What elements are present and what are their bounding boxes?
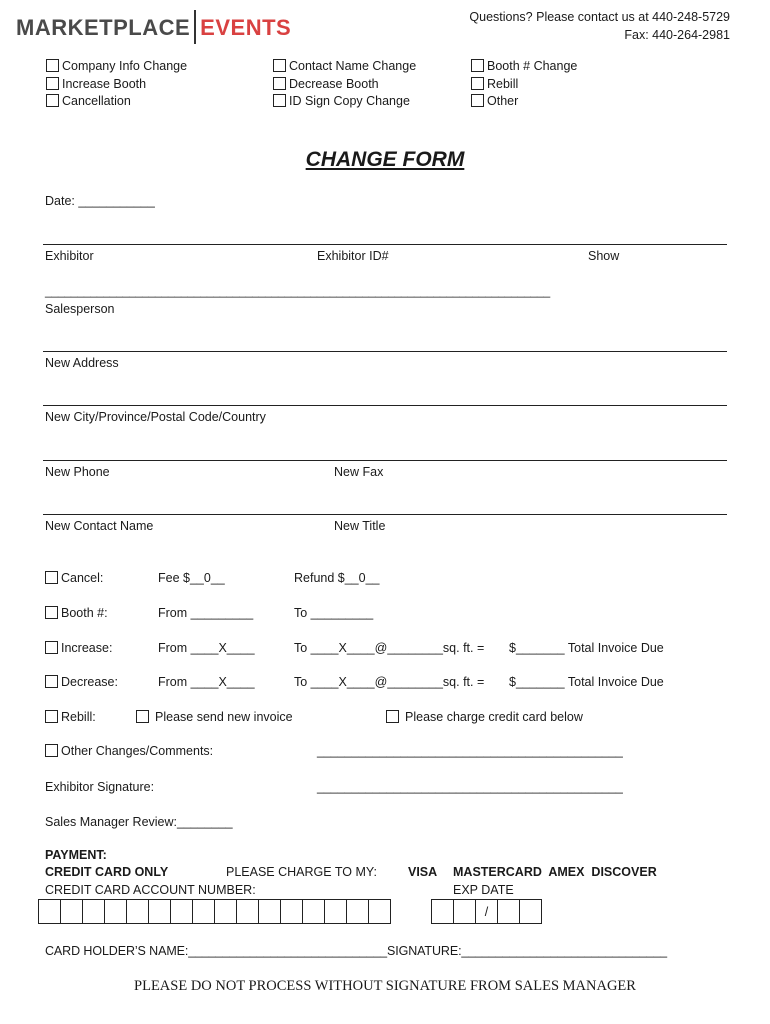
checkbox[interactable] bbox=[45, 641, 58, 654]
increase-option[interactable]: Increase: bbox=[45, 641, 112, 655]
account-number-boxes[interactable] bbox=[38, 899, 390, 924]
checkbox[interactable] bbox=[45, 606, 58, 619]
please-charge-label: PLEASE CHARGE TO MY: bbox=[226, 865, 377, 879]
checkbox[interactable] bbox=[273, 59, 286, 72]
digit-box[interactable] bbox=[236, 899, 259, 924]
change-types-col2 bbox=[273, 58, 416, 111]
new-contact-label: New Contact Name bbox=[45, 519, 154, 533]
new-title-label: New Title bbox=[334, 519, 386, 533]
other-changes-line[interactable]: ____________________________________________ bbox=[317, 744, 623, 758]
exhibitor-id-label: Exhibitor ID# bbox=[317, 249, 389, 263]
digit-box[interactable] bbox=[258, 899, 281, 924]
show-label: Show bbox=[588, 249, 620, 263]
card-holder-signature-line[interactable]: CARD HOLDER’S NAME:_____________________________SIGNATURE:______________________________ bbox=[45, 944, 667, 958]
checkbox[interactable] bbox=[46, 59, 59, 72]
decrease-from[interactable]: From ____X____ bbox=[158, 675, 255, 689]
digit-box[interactable] bbox=[148, 899, 171, 924]
contact-phone: Questions? Please contact us at 440-248-5729 bbox=[469, 10, 730, 24]
exhibitor-signature-label: Exhibitor Signature: bbox=[45, 780, 155, 794]
send-invoice-option[interactable]: Please send new invoice bbox=[136, 710, 293, 724]
salesperson-label: Salesperson bbox=[45, 302, 115, 316]
salesperson-line[interactable]: ______________________________________________________________________________ bbox=[45, 284, 550, 298]
digit-box[interactable] bbox=[60, 899, 83, 924]
payment-heading: PAYMENT: bbox=[45, 848, 107, 862]
digit-box[interactable] bbox=[214, 899, 237, 924]
checkbox[interactable] bbox=[471, 59, 484, 72]
decrease-to[interactable]: To ____X____@________sq. ft. = bbox=[294, 675, 485, 689]
checkbox[interactable] bbox=[136, 710, 149, 723]
form-title: CHANGE FORM bbox=[305, 148, 465, 171]
checkbox[interactable] bbox=[386, 710, 399, 723]
checkbox[interactable] bbox=[46, 77, 59, 90]
exp-digit-box[interactable] bbox=[453, 899, 476, 924]
contact-fax: Fax: 440-264-2981 bbox=[624, 28, 730, 42]
change-types-col3 bbox=[471, 58, 577, 111]
change-type-booth-number[interactable]: Booth # Change bbox=[471, 58, 577, 76]
new-address-label: New Address bbox=[45, 356, 119, 370]
checkbox[interactable] bbox=[471, 77, 484, 90]
logo-events-text: EVENTS bbox=[200, 15, 292, 40]
new-fax-label: New Fax bbox=[334, 465, 384, 479]
exp-slash-box: / bbox=[475, 899, 498, 924]
change-type-contact-name[interactable]: Contact Name Change bbox=[273, 58, 416, 76]
digit-box[interactable] bbox=[368, 899, 391, 924]
change-type-rebill[interactable]: Rebill bbox=[471, 76, 577, 94]
new-phone-line[interactable] bbox=[43, 460, 727, 461]
sales-manager-review[interactable]: Sales Manager Review:________ bbox=[45, 815, 233, 829]
new-address-line[interactable] bbox=[43, 351, 727, 352]
rebill-option[interactable]: Rebill: bbox=[45, 710, 96, 724]
exp-digit-box[interactable] bbox=[497, 899, 520, 924]
cancel-refund: Refund $__0__ bbox=[294, 571, 380, 585]
booth-from[interactable]: From _________ bbox=[158, 606, 254, 620]
digit-box[interactable] bbox=[170, 899, 193, 924]
exp-digit-box[interactable] bbox=[519, 899, 542, 924]
checkbox[interactable] bbox=[273, 77, 286, 90]
exhibitor-signature-line[interactable]: ____________________________________________ bbox=[317, 780, 623, 794]
visa-label: VISA bbox=[408, 865, 438, 879]
exp-digit-box[interactable] bbox=[431, 899, 454, 924]
exhibitor-line[interactable] bbox=[43, 244, 727, 245]
increase-to[interactable]: To ____X____@________sq. ft. = bbox=[294, 641, 485, 655]
charge-card-option[interactable]: Please charge credit card below bbox=[386, 710, 583, 724]
logo-divider bbox=[194, 10, 196, 44]
digit-box[interactable] bbox=[126, 899, 149, 924]
change-type-decrease-booth[interactable]: Decrease Booth bbox=[273, 76, 416, 94]
checkbox[interactable] bbox=[45, 710, 58, 723]
change-type-id-sign[interactable]: ID Sign Copy Change bbox=[273, 93, 416, 111]
marketplace-events-logo bbox=[16, 10, 291, 44]
digit-box[interactable] bbox=[324, 899, 347, 924]
checkbox[interactable] bbox=[45, 744, 58, 757]
new-contact-line[interactable] bbox=[43, 514, 727, 515]
digit-box[interactable] bbox=[302, 899, 325, 924]
checkbox[interactable] bbox=[471, 94, 484, 107]
cancel-fee: Fee $__0__ bbox=[158, 571, 225, 585]
new-phone-label: New Phone bbox=[45, 465, 110, 479]
booth-option[interactable]: Booth #: bbox=[45, 606, 108, 620]
checkbox[interactable] bbox=[46, 94, 59, 107]
digit-box[interactable] bbox=[346, 899, 369, 924]
footer-notice: PLEASE DO NOT PROCESS WITHOUT SIGNATURE FROM SALES MANAGER bbox=[134, 978, 636, 994]
booth-to[interactable]: To _________ bbox=[294, 606, 374, 620]
exhibitor-label: Exhibitor bbox=[45, 249, 94, 263]
other-cards-label: MASTERCARD AMEX DISCOVER bbox=[453, 865, 657, 879]
exp-date-label: EXP DATE bbox=[453, 883, 514, 897]
increase-from[interactable]: From ____X____ bbox=[158, 641, 255, 655]
digit-box[interactable] bbox=[82, 899, 105, 924]
checkbox[interactable] bbox=[273, 94, 286, 107]
exp-date-boxes[interactable] bbox=[431, 899, 541, 924]
increase-total[interactable]: $_______ Total Invoice Due bbox=[509, 641, 664, 655]
digit-box[interactable] bbox=[104, 899, 127, 924]
cancel-option[interactable]: Cancel: bbox=[45, 571, 103, 585]
change-type-increase-booth[interactable]: Increase Booth bbox=[46, 76, 187, 94]
checkbox[interactable] bbox=[45, 571, 58, 584]
digit-box[interactable] bbox=[280, 899, 303, 924]
credit-card-only: CREDIT CARD ONLY bbox=[45, 865, 169, 879]
other-changes-option[interactable]: Other Changes/Comments: bbox=[45, 744, 213, 758]
account-number-label: CREDIT CARD ACCOUNT NUMBER: bbox=[45, 883, 256, 897]
checkbox[interactable] bbox=[45, 675, 58, 688]
change-type-company-info[interactable]: Company Info Change bbox=[46, 58, 187, 76]
digit-box[interactable] bbox=[38, 899, 61, 924]
decrease-total[interactable]: $_______ Total Invoice Due bbox=[509, 675, 664, 689]
digit-box[interactable] bbox=[192, 899, 215, 924]
change-type-cancellation[interactable]: Cancellation bbox=[46, 93, 187, 111]
logo-marketplace-text: MARKETPLACE bbox=[16, 15, 191, 40]
change-types-col1 bbox=[46, 58, 187, 111]
decrease-option[interactable]: Decrease: bbox=[45, 675, 118, 689]
contact-info bbox=[469, 8, 730, 44]
new-city-label: New City/Province/Postal Code/Country bbox=[45, 410, 266, 424]
change-type-other[interactable]: Other bbox=[471, 93, 577, 111]
date-field[interactable]: Date: ___________ bbox=[45, 194, 155, 208]
new-city-line[interactable] bbox=[43, 405, 727, 406]
